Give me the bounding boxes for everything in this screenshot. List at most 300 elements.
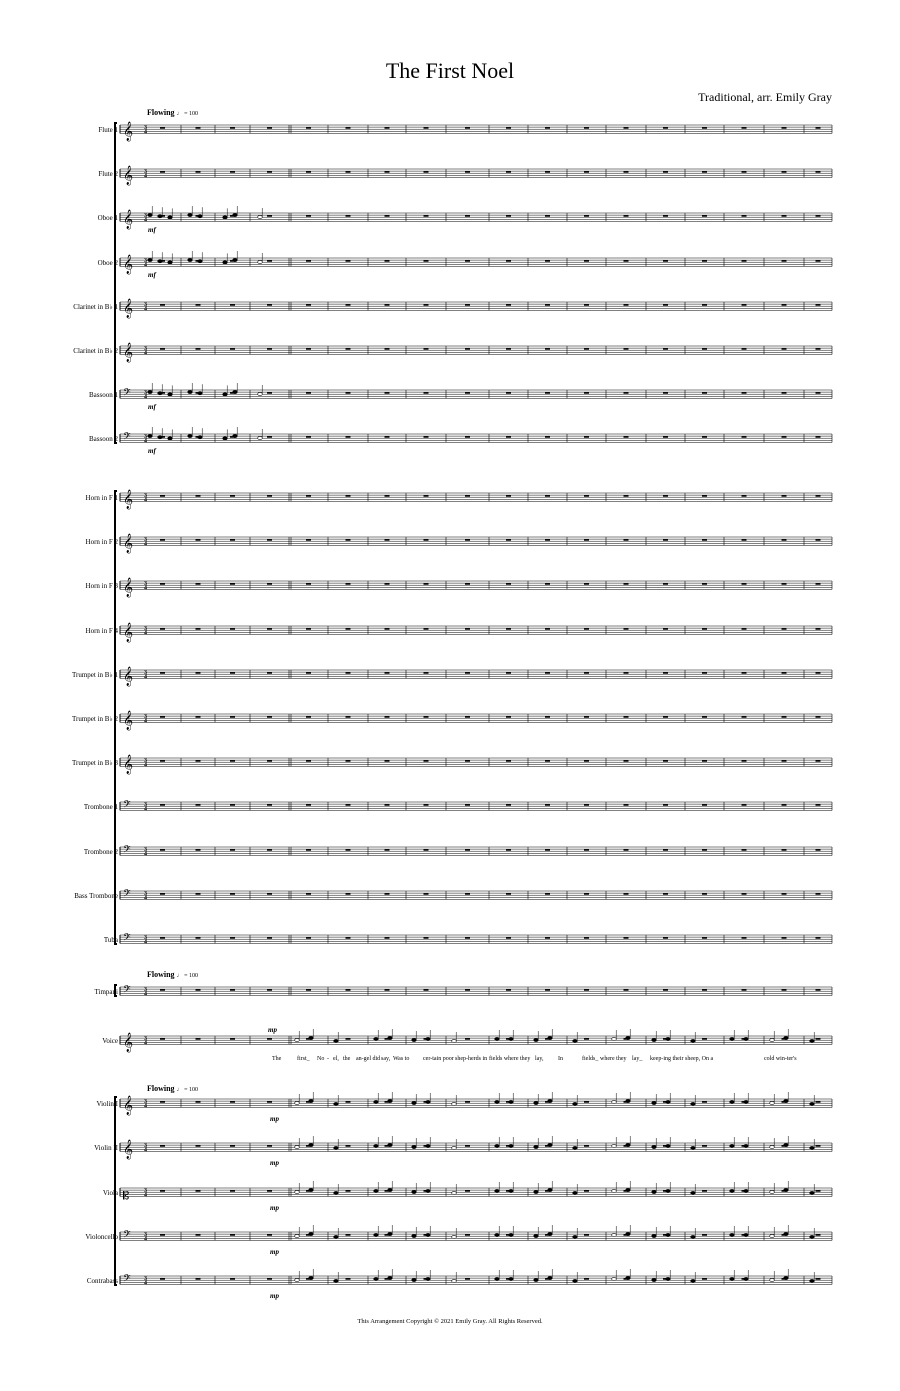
rest-mark: [702, 127, 707, 129]
clef-icon: 𝄞: [123, 710, 134, 731]
rest-mark: [267, 215, 272, 217]
rest-mark: [196, 304, 201, 306]
rest-mark: [816, 672, 821, 674]
rest-mark: [267, 348, 272, 350]
rest-mark: [424, 260, 429, 262]
staff-12: [120, 622, 832, 642]
rest-mark: [230, 1190, 235, 1192]
note-head: [452, 1102, 457, 1105]
clef-icon: 𝄢: [123, 931, 131, 946]
time-signature-top: 3: [144, 890, 147, 897]
note-head: [233, 258, 238, 261]
note-head: [374, 1277, 379, 1280]
note-head: [258, 392, 263, 395]
rest-mark: [346, 583, 351, 585]
note-head: [810, 1102, 815, 1105]
rest-mark: [584, 348, 589, 350]
note-head: [258, 215, 263, 218]
instrument-label: Timpani: [94, 988, 118, 996]
note-head: [691, 1039, 696, 1042]
rest-mark: [465, 260, 470, 262]
rest-mark: [742, 583, 747, 585]
note-head: [495, 1144, 500, 1147]
rest-mark: [346, 849, 351, 851]
staff-5: [120, 298, 832, 318]
lyric-syllable: where they: [600, 1056, 627, 1062]
time-signature-bottom: 4: [144, 1103, 147, 1110]
rest-mark: [702, 495, 707, 497]
time-signature-bottom: 4: [144, 718, 147, 725]
rest-mark: [196, 989, 201, 991]
rest-mark: [424, 127, 429, 129]
rest-mark: [267, 539, 272, 541]
rest-mark: [346, 893, 351, 895]
note-head: [158, 215, 163, 218]
time-signature-bottom: 4: [144, 394, 147, 401]
rest-mark: [545, 804, 550, 806]
clef-icon: 𝄞: [123, 298, 134, 319]
note-head: [534, 1145, 539, 1148]
rest-mark: [782, 260, 787, 262]
bracket: [115, 985, 117, 996]
rest-mark: [624, 804, 629, 806]
rest-mark: [782, 304, 787, 306]
rest-mark: [346, 1101, 351, 1103]
note-head: [666, 1144, 671, 1147]
note-head: [626, 1143, 631, 1146]
rest-mark: [230, 989, 235, 991]
staff-6: [120, 342, 832, 362]
note-head: [309, 1143, 314, 1146]
rest-mark: [816, 436, 821, 438]
note-head: [309, 1188, 314, 1191]
note-head: [652, 1234, 657, 1237]
rest-mark: [663, 215, 668, 217]
time-signature-bottom: 4: [144, 173, 147, 180]
rest-mark: [385, 628, 390, 630]
rest-mark: [346, 804, 351, 806]
rest-mark: [663, 937, 668, 939]
rest-mark: [267, 392, 272, 394]
note-head: [374, 1037, 379, 1040]
rest-mark: [624, 348, 629, 350]
note-head: [573, 1039, 578, 1042]
note-head: [426, 1144, 431, 1147]
rest-mark: [816, 1234, 821, 1236]
clef-icon: 𝄢: [123, 1272, 131, 1287]
rest-mark: [545, 436, 550, 438]
rest-mark: [306, 672, 311, 674]
note-head: [548, 1143, 553, 1146]
rest-mark: [267, 893, 272, 895]
rest-mark: [782, 672, 787, 674]
note-head: [452, 1279, 457, 1282]
rest-mark: [584, 127, 589, 129]
time-signature-top: 3: [144, 934, 147, 941]
note-head: [744, 1233, 749, 1236]
instrument-label: Horn in F 1: [85, 494, 118, 502]
clef-icon: 𝄞: [123, 754, 134, 775]
note-head: [744, 1037, 749, 1040]
lyric-syllable: shep-herds in: [455, 1056, 488, 1062]
note-head: [452, 1191, 457, 1194]
rest-mark: [230, 672, 235, 674]
time-signature-top: 3: [144, 1098, 147, 1105]
rest-mark: [465, 495, 470, 497]
rest-mark: [584, 260, 589, 262]
rest-mark: [346, 260, 351, 262]
rest-mark: [506, 392, 511, 394]
rest-mark: [782, 171, 787, 173]
rest-mark: [545, 304, 550, 306]
rest-mark: [506, 215, 511, 217]
rest-mark: [306, 804, 311, 806]
rest-mark: [306, 893, 311, 895]
clef-icon: 𝄢: [123, 843, 131, 858]
rest-mark: [346, 1145, 351, 1147]
rest-mark: [624, 436, 629, 438]
rest-mark: [346, 716, 351, 718]
note-head: [388, 1276, 393, 1279]
note-head: [495, 1037, 500, 1040]
time-signature-top: 3: [144, 1035, 147, 1042]
rest-mark: [346, 989, 351, 991]
rest-mark: [663, 392, 668, 394]
note-head: [612, 1144, 617, 1147]
time-signature-bottom: 4: [144, 306, 147, 313]
rest-mark: [465, 436, 470, 438]
rest-mark: [584, 539, 589, 541]
rest-mark: [663, 672, 668, 674]
rest-mark: [267, 1038, 272, 1040]
time-signature-top: 3: [144, 801, 147, 808]
note-head: [744, 1189, 749, 1192]
time-signature-bottom: 4: [144, 630, 147, 637]
rest-mark: [385, 760, 390, 762]
dynamic-mark: mp: [270, 1159, 279, 1167]
rest-mark: [545, 989, 550, 991]
lyric-syllable: keep-ing their: [650, 1056, 684, 1062]
time-signature-top: 3: [144, 757, 147, 764]
note-head: [168, 261, 173, 264]
note-head: [534, 1190, 539, 1193]
rest-mark: [385, 348, 390, 350]
rest-mark: [196, 716, 201, 718]
note-head: [810, 1146, 815, 1149]
note-head: [495, 1233, 500, 1236]
time-signature-top: 3: [144, 713, 147, 720]
staff-2: [120, 165, 832, 185]
rest-mark: [196, 893, 201, 895]
note-head: [168, 393, 173, 396]
rest-mark: [782, 804, 787, 806]
note-head: [148, 213, 153, 216]
note-head: [412, 1145, 417, 1148]
note-head: [626, 1099, 631, 1102]
rest-mark: [816, 539, 821, 541]
note-head: [534, 1038, 539, 1041]
staff-21: [120, 1032, 832, 1052]
rest-mark: [782, 893, 787, 895]
rest-mark: [816, 1278, 821, 1280]
rest-mark: [742, 171, 747, 173]
lyric-syllable: lay,: [535, 1056, 544, 1062]
rest-mark: [230, 1101, 235, 1103]
note-head: [295, 1278, 300, 1281]
rest-mark: [306, 392, 311, 394]
rest-mark: [385, 849, 390, 851]
rest-mark: [506, 539, 511, 541]
rest-mark: [742, 260, 747, 262]
instrument-label: Violoncello: [85, 1233, 118, 1241]
rest-mark: [584, 1145, 589, 1147]
rest-mark: [465, 348, 470, 350]
note-head: [374, 1233, 379, 1236]
rest-mark: [267, 849, 272, 851]
rest-mark: [702, 348, 707, 350]
rest-mark: [465, 215, 470, 217]
note-head: [666, 1189, 671, 1192]
note-head: [295, 1190, 300, 1193]
rest-mark: [385, 215, 390, 217]
rest-mark: [230, 495, 235, 497]
instrument-label: Horn in F 3: [85, 582, 118, 590]
rest-mark: [702, 539, 707, 541]
rest-mark: [424, 304, 429, 306]
note-head: [452, 1146, 457, 1149]
rest-mark: [306, 304, 311, 306]
note-head: [691, 1191, 696, 1194]
rest-mark: [230, 716, 235, 718]
note-head: [158, 392, 163, 395]
note-head: [730, 1037, 735, 1040]
note-head: [666, 1100, 671, 1103]
rest-mark: [230, 1038, 235, 1040]
note-head: [295, 1101, 300, 1104]
lyric-syllable: cer-tain poor: [423, 1056, 454, 1062]
rest-mark: [196, 495, 201, 497]
rest-mark: [465, 628, 470, 630]
tempo-marking-timpani: Flowing ♩ = 100: [147, 970, 198, 979]
rest-mark: [306, 436, 311, 438]
note-head: [626, 1232, 631, 1235]
rest-mark: [267, 127, 272, 129]
time-signature-top: 3: [144, 433, 147, 440]
rest-mark: [267, 260, 272, 262]
rest-mark: [465, 171, 470, 173]
rest-mark: [816, 127, 821, 129]
rest-mark: [346, 937, 351, 939]
dynamic-mark: mf: [148, 403, 156, 411]
note-head: [388, 1232, 393, 1235]
rest-mark: [782, 495, 787, 497]
staff-3: [120, 209, 832, 229]
note-head: [198, 392, 203, 395]
instrument-label: Horn in F 2: [85, 538, 118, 546]
lyric-syllable: the: [343, 1056, 351, 1062]
note-head: [148, 258, 153, 261]
clef-icon: 𝄞: [123, 165, 134, 186]
time-signature-top: 3: [144, 212, 147, 219]
rest-mark: [267, 628, 272, 630]
rest-mark: [663, 893, 668, 895]
bracket: [115, 1097, 117, 1285]
staff-25: [120, 1228, 832, 1242]
rest-mark: [465, 804, 470, 806]
note-head: [612, 1100, 617, 1103]
staff-16: [120, 798, 832, 812]
note-head: [573, 1102, 578, 1105]
staff-1: [120, 121, 832, 141]
rest-mark: [346, 1038, 351, 1040]
note-head: [495, 1277, 500, 1280]
rest-mark: [663, 127, 668, 129]
rest-mark: [230, 1278, 235, 1280]
time-signature-top: 3: [144, 1142, 147, 1149]
note-head: [188, 434, 193, 437]
note-head: [548, 1188, 553, 1191]
instrument-label: Trombone 2: [83, 848, 118, 856]
rest-mark: [230, 849, 235, 851]
note-head: [295, 1234, 300, 1237]
rest-mark: [424, 215, 429, 217]
rest-mark: [624, 716, 629, 718]
rest-mark: [267, 716, 272, 718]
note-head: [666, 1277, 671, 1280]
rest-mark: [624, 672, 629, 674]
note-head: [730, 1233, 735, 1236]
rest-mark: [782, 716, 787, 718]
staff-10: [120, 533, 832, 553]
time-signature-top: 3: [144, 257, 147, 264]
rest-mark: [465, 1234, 470, 1236]
rest-mark: [702, 989, 707, 991]
note-head: [495, 1100, 500, 1103]
rest-mark: [424, 436, 429, 438]
rest-mark: [624, 893, 629, 895]
clef-icon: 𝄢: [123, 386, 131, 401]
time-signature-top: 3: [144, 580, 147, 587]
rest-mark: [267, 436, 272, 438]
time-signature-top: 3: [144, 1275, 147, 1282]
rest-mark: [506, 804, 511, 806]
rest-mark: [545, 893, 550, 895]
instrument-label: Flute 2: [98, 170, 118, 178]
rest-mark: [196, 583, 201, 585]
note-head: [309, 1099, 314, 1102]
rest-mark: [385, 937, 390, 939]
note-head: [548, 1036, 553, 1039]
time-signature-top: 3: [144, 986, 147, 993]
note-head: [295, 1145, 300, 1148]
time-signature-bottom: 4: [144, 851, 147, 858]
rest-mark: [702, 849, 707, 851]
note-head: [810, 1039, 815, 1042]
time-signature-top: 3: [144, 536, 147, 543]
rest-mark: [584, 672, 589, 674]
note-head: [744, 1144, 749, 1147]
rest-mark: [702, 1234, 707, 1236]
rest-mark: [545, 716, 550, 718]
rest-mark: [584, 436, 589, 438]
rest-mark: [663, 436, 668, 438]
rest-mark: [196, 171, 201, 173]
rest-mark: [742, 127, 747, 129]
rest-mark: [702, 1038, 707, 1040]
note-head: [309, 1036, 314, 1039]
time-signature-bottom: 4: [144, 217, 147, 224]
rest-mark: [424, 392, 429, 394]
rest-mark: [624, 392, 629, 394]
rest-mark: [624, 539, 629, 541]
rest-mark: [506, 937, 511, 939]
rest-mark: [506, 583, 511, 585]
rest-mark: [624, 628, 629, 630]
rest-mark: [424, 893, 429, 895]
note-head: [158, 436, 163, 439]
note-head: [534, 1101, 539, 1104]
rest-mark: [584, 628, 589, 630]
clef-icon: 𝄞: [123, 622, 134, 643]
instrument-label: Clarinet in B♭ 1: [73, 303, 118, 311]
rest-mark: [584, 1278, 589, 1280]
instrument-label: Trombone 1: [83, 803, 118, 811]
rest-mark: [346, 127, 351, 129]
instrument-label: Oboe 1: [97, 214, 118, 222]
clef-icon: 𝄞: [123, 1095, 134, 1116]
bracket: [115, 491, 117, 944]
rest-mark: [702, 1190, 707, 1192]
rest-mark: [506, 672, 511, 674]
rest-mark: [584, 495, 589, 497]
rest-mark: [230, 1234, 235, 1236]
clef-icon: 𝄢: [123, 430, 131, 445]
rest-mark: [584, 849, 589, 851]
rest-mark: [702, 260, 707, 262]
lyric-syllable: an-gel did: [356, 1056, 381, 1062]
note-head: [452, 1039, 457, 1042]
rest-mark: [545, 392, 550, 394]
rest-mark: [196, 628, 201, 630]
time-signature-top: 3: [144, 1187, 147, 1194]
rest-mark: [663, 849, 668, 851]
clef-icon: 𝄞: [123, 1139, 134, 1160]
rest-mark: [742, 436, 747, 438]
rest-mark: [196, 672, 201, 674]
rest-mark: [465, 392, 470, 394]
rest-mark: [385, 893, 390, 895]
clef-icon: 𝄞: [123, 209, 134, 230]
lyric-syllable: fields_: [582, 1056, 599, 1062]
rest-mark: [663, 304, 668, 306]
rest-mark: [306, 171, 311, 173]
rest-mark: [267, 304, 272, 306]
note-head: [412, 1278, 417, 1281]
note-head: [295, 1038, 300, 1041]
rest-mark: [267, 804, 272, 806]
rest-mark: [584, 304, 589, 306]
time-signature-bottom: 4: [144, 262, 147, 269]
rest-mark: [702, 1101, 707, 1103]
staff-15: [120, 754, 832, 774]
note-head: [334, 1146, 339, 1149]
rest-mark: [465, 849, 470, 851]
rest-mark: [267, 760, 272, 762]
rest-mark: [702, 171, 707, 173]
rest-mark: [663, 989, 668, 991]
rest-mark: [816, 1038, 821, 1040]
rest-mark: [506, 348, 511, 350]
